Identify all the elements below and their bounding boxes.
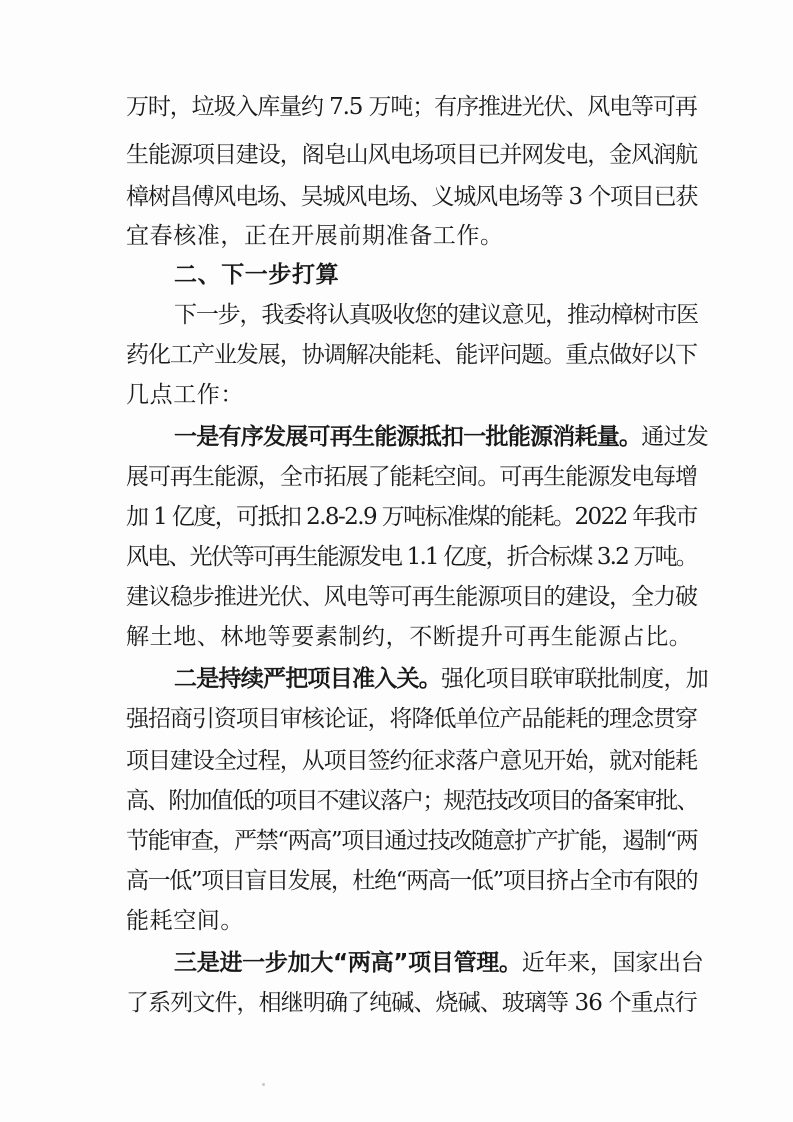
point1-line: 加 1 亿度，可抵扣 2.8-2.9 万吨标准煤的能耗。2022 年我市 [126,504,697,530]
point1-line: 风电、光伏等可再生能源发电 1.1 亿度，折合标煤 3.2 万吨。 [126,544,697,570]
point1-line: 解土地、林地等要素制约，不断提升可再生能源占比。 [126,624,693,650]
point2-line: 高、附加值低的项目不建议落户；规范技改项目的备案审批、 [126,788,698,814]
point2-line: 能耗空间。 [126,908,244,934]
point2-line: 节能审查，严禁“两高”项目通过技改随意扩产扩能，遏制“两 [126,828,698,854]
scan-speck [262,1083,265,1086]
point2-line: 项目建设全过程，从项目签约征求落户意见开始，就对能耗 [126,748,698,774]
body-line: 万时，垃圾入库量约 7.5 万吨；有序推进光伏、风电等可再 [126,94,697,120]
body-line: 宜春核准，正在开展前期准备工作。 [126,223,504,249]
intro-line: 下一步，我委将认真吸收您的建议意见，推动樟树市医 [174,302,699,328]
intro-line: 药化工产业发展，协调解决能耗、能评问题。重点做好以下 [126,342,698,368]
point2-first-line [174,664,708,694]
point3-first-line [174,948,704,978]
body-line: 樟树昌傅风电场、吴城风电场、义城风电场等 3 个项目已获 [126,184,698,210]
point2-line: 强招商引资项目审核论证，将降低单位产品能耗的理念贯穿 [126,706,698,732]
point3-line: 了系列文件，相继明确了纯碱、烧碱、玻璃等 36 个重点行 [126,990,697,1016]
point2-line: 高一低”项目盲目发展，杜绝“两高一低”项目挤占全市有限的 [126,868,698,894]
point1-first-line [174,422,708,452]
body-line: 生能源项目建设，阁皂山风电场项目已并网发电，金风润航 [126,142,698,168]
point1-line: 建议稳步推进光伏、风电等可再生能源项目的建设，全力破 [126,584,698,610]
point3-lead-rest: 近年来，国家出台 [521,950,704,976]
intro-line: 几点工作： [126,382,244,408]
point2-lead: 二是持续严把项目准入关。 [174,666,441,692]
point3-lead: 三是进一步加大“两高”项目管理。 [174,950,522,976]
point1-line: 展可再生能源，全市拓展了能耗空间。可再生能源发电每增 [126,464,698,490]
point1-lead: 一是有序发展可再生能源抵扣一批能源消耗量。 [174,424,642,450]
point2-lead-rest: 强化项目联审联批制度，加 [441,666,708,692]
point1-lead-rest: 通过发 [641,424,708,450]
section-heading: 二、下一步打算 [174,262,340,288]
